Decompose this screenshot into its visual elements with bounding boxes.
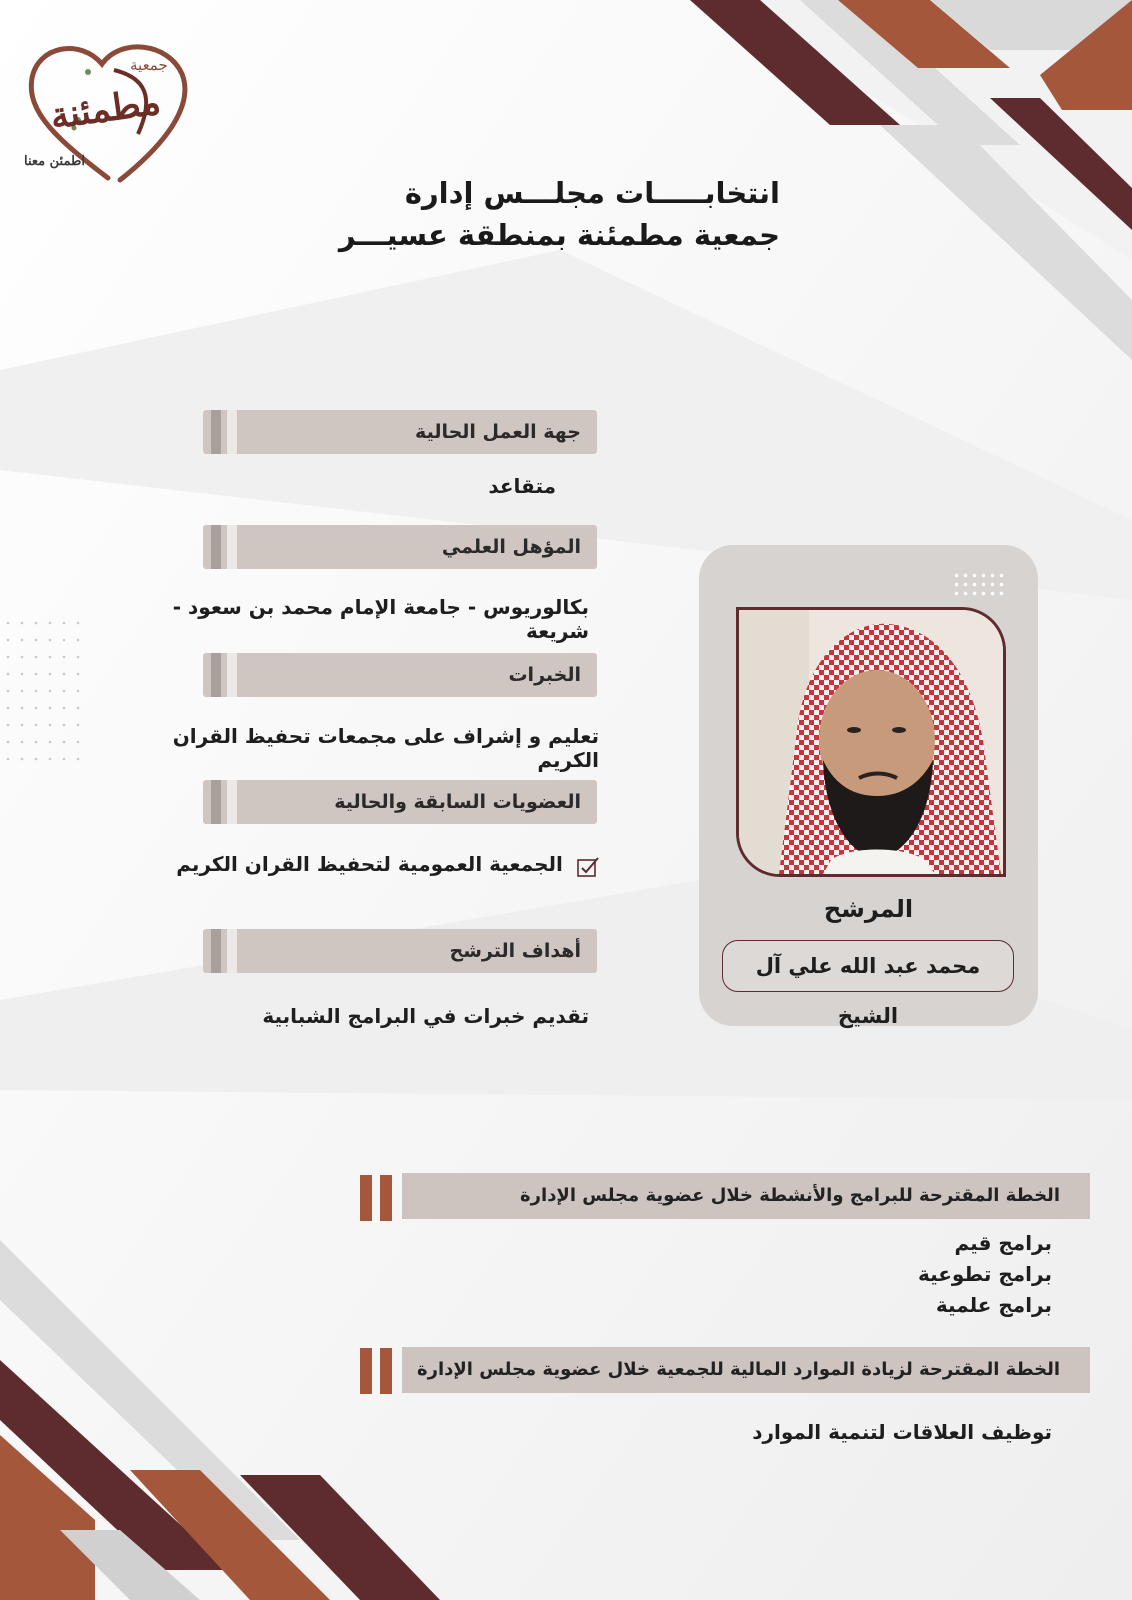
candidate-name-box (722, 940, 1014, 1028)
goals-label-bar (203, 929, 597, 973)
page-title (260, 172, 780, 256)
experience-label: الخبرات (508, 664, 581, 686)
programs-plan-label: الخطة المقترحة للبرامج والأنشطة خلال عضوية مجلس الإدارة (520, 1185, 1060, 1206)
title-line-2: جمعية مطمئنة بمنطقة عسيـــر (338, 218, 780, 252)
memberships-value: الجمعية العمومية لتحفيظ القران الكريم (176, 852, 563, 876)
candidate-role: المرشح (823, 895, 914, 923)
logo-top-word: جمعية (130, 56, 168, 74)
memberships-label-bar (203, 780, 597, 824)
logo-tagline: اطمئن معنا (24, 154, 85, 169)
association-logo (18, 30, 198, 190)
workplace-label-bar (203, 410, 597, 454)
logo-main-word: مطمئنة (47, 80, 164, 138)
candidate-photo (736, 607, 1006, 877)
person-photo-icon (739, 610, 1003, 874)
programs-plan-marks (360, 1175, 394, 1221)
candidate-name: محمد عبد الله علي آل الشيخ (755, 954, 981, 1028)
checkmark-icon (576, 855, 602, 879)
qualification-label: المؤهل العلمي (441, 536, 581, 558)
workplace-label: جهة العمل الحالية (415, 421, 581, 443)
workplace-value: متقاعد (488, 474, 556, 498)
goals-label: أهداف الترشح (449, 940, 581, 962)
list-item: برامج تطوعية (917, 1262, 1052, 1286)
list-item: برامج علمية (935, 1293, 1052, 1317)
experience-value: تعليم و إشراف على مجمعات تحفيظ القران الكريم (172, 724, 599, 772)
resources-plan-label: الخطة المقترحة لزيادة الموارد المالية للجمعية خلال عضوية مجلس الإدارة (417, 1359, 1060, 1380)
memberships-row (162, 852, 602, 879)
goals-value: تقديم خبرات في البرامج الشبابية (262, 1004, 589, 1028)
list-item: برامج قيم (954, 1231, 1052, 1255)
qualification-label-bar (203, 525, 597, 569)
experience-label-bar (203, 653, 597, 697)
programs-plan-list (918, 1228, 1052, 1321)
title-line-1: انتخابـــــات مجلـــس إدارة (404, 176, 780, 210)
memberships-label: العضويات السابقة والحالية (334, 791, 581, 813)
resources-plan-marks (360, 1348, 394, 1394)
qualification-value: بكالوريوس - جامعة الإمام محمد بن سعود - شريعة (172, 595, 589, 643)
decorative-dots (952, 571, 1004, 599)
resources-plan-value: توظيف العلاقات لتنمية الموارد (752, 1420, 1052, 1444)
resources-plan-bar (402, 1347, 1090, 1393)
candidate-card (699, 545, 1038, 1026)
programs-plan-bar (402, 1173, 1090, 1219)
